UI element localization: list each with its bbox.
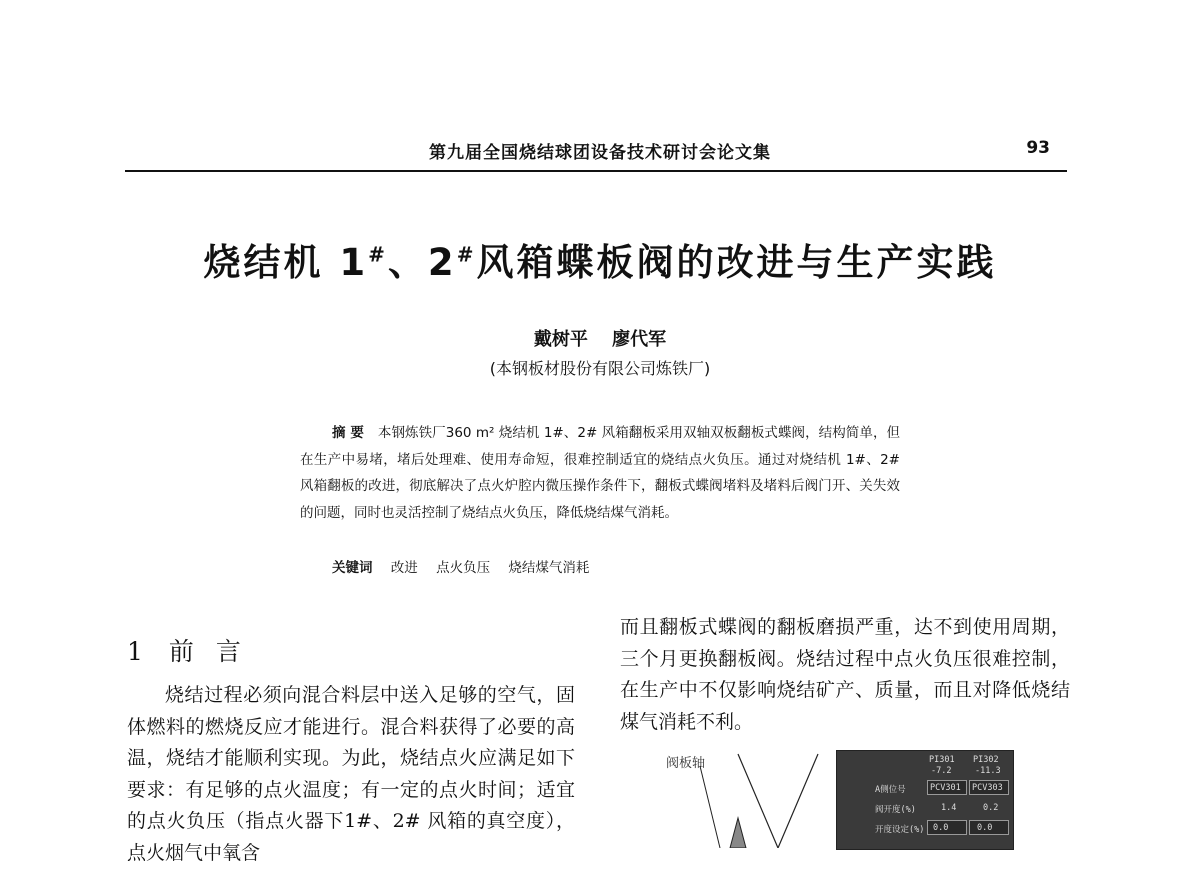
page-number: 93	[1026, 138, 1050, 158]
leader-line	[700, 766, 720, 848]
tag-pi302: PI302	[973, 755, 999, 765]
title-part3: 风箱蝶板阀的改进与生产实践	[476, 241, 997, 284]
title-sup2: #	[456, 242, 477, 267]
header-rule	[125, 170, 1067, 172]
keywords	[332, 556, 892, 576]
opening-303: 0.2	[983, 803, 999, 813]
affiliation: (本钢板材股份有限公司炼铁厂)	[489, 359, 711, 378]
section-number: 1	[127, 637, 147, 666]
authors: 戴树平 廖代军	[533, 329, 667, 350]
setpoint-301: 0.0	[933, 823, 949, 833]
section-heading	[127, 632, 427, 668]
control-panel	[836, 750, 1014, 850]
row-label-opening: 阀开度(%)	[875, 805, 916, 815]
abstract	[300, 420, 900, 526]
left-column	[127, 680, 575, 869]
title-sup1: #	[368, 242, 388, 267]
title-part2: 、2	[387, 241, 457, 284]
row-label-setpoint: 开度设定(%)	[875, 825, 925, 835]
value-pi302: -11.3	[975, 766, 1001, 776]
keyword: 点火负压	[436, 560, 491, 576]
keywords-label: 关键词	[332, 560, 373, 576]
valve-wall-right	[778, 754, 818, 848]
pcv303-label: PCV303	[972, 783, 1003, 793]
body-paragraph: 而且翻板式蝶阀的翻板磨损严重，达不到使用周期，三个月更换翻板阀。烧结过程中点火负压很难控制，在生产中不仅影响烧结矿产、质量，而且对降低烧结煤气消耗不利。	[620, 616, 1070, 733]
shaft-label: 阀板轴	[666, 756, 706, 771]
tag-pi301: PI301	[929, 755, 955, 765]
paper-title	[120, 232, 1080, 286]
section-title: 前言	[168, 637, 263, 666]
setpoint-303: 0.0	[977, 823, 993, 833]
right-column	[620, 612, 1070, 738]
keyword: 改进	[390, 560, 418, 576]
abstract-label: 摘 要	[332, 425, 364, 441]
row-label-position: A侧位号	[875, 785, 906, 795]
title-part1: 烧结机 1	[203, 241, 369, 284]
opening-301: 1.4	[941, 803, 957, 813]
keyword: 烧结煤气消耗	[508, 560, 590, 576]
pcv301-label: PCV301	[930, 783, 961, 793]
valve-wall-left	[738, 754, 778, 848]
body-paragraph: 烧结过程必须向混合料层中送入足够的空气，固体燃料的燃烧反应才能进行。混合料获得了必要的高温，烧结才能顺利实现。为此，烧结点火应满足如下要求：有足够的点火温度；有一定的点火时间；适宜的点火负压（指点火器下1#、2# 风箱的真空度），点火烟气中氧含	[127, 684, 575, 864]
abstract-text: 本钢炼铁厂360 m² 烧结机 1#、2# 风箱翻板采用双轴双板翻板式蝶阀，结构简单，但在生产中易堵，堵后处理难、使用寿命短，很难控制适宜的烧结点火负压。通过对烧结机 1#、2# 风箱翻板的改进，彻底解决了点火炉腔内微压操作条件下，翻板式蝶阀堵料及堵料后阀门开、关失效的问题，同时也灵活控制了烧结点火负压，降低烧结煤气消耗。	[300, 425, 901, 521]
value-pi301: -7.2	[931, 766, 952, 776]
valve-plate	[730, 818, 746, 848]
running-header-journal: 第九届全国烧结球团设备技术研讨会论文集	[429, 143, 771, 163]
